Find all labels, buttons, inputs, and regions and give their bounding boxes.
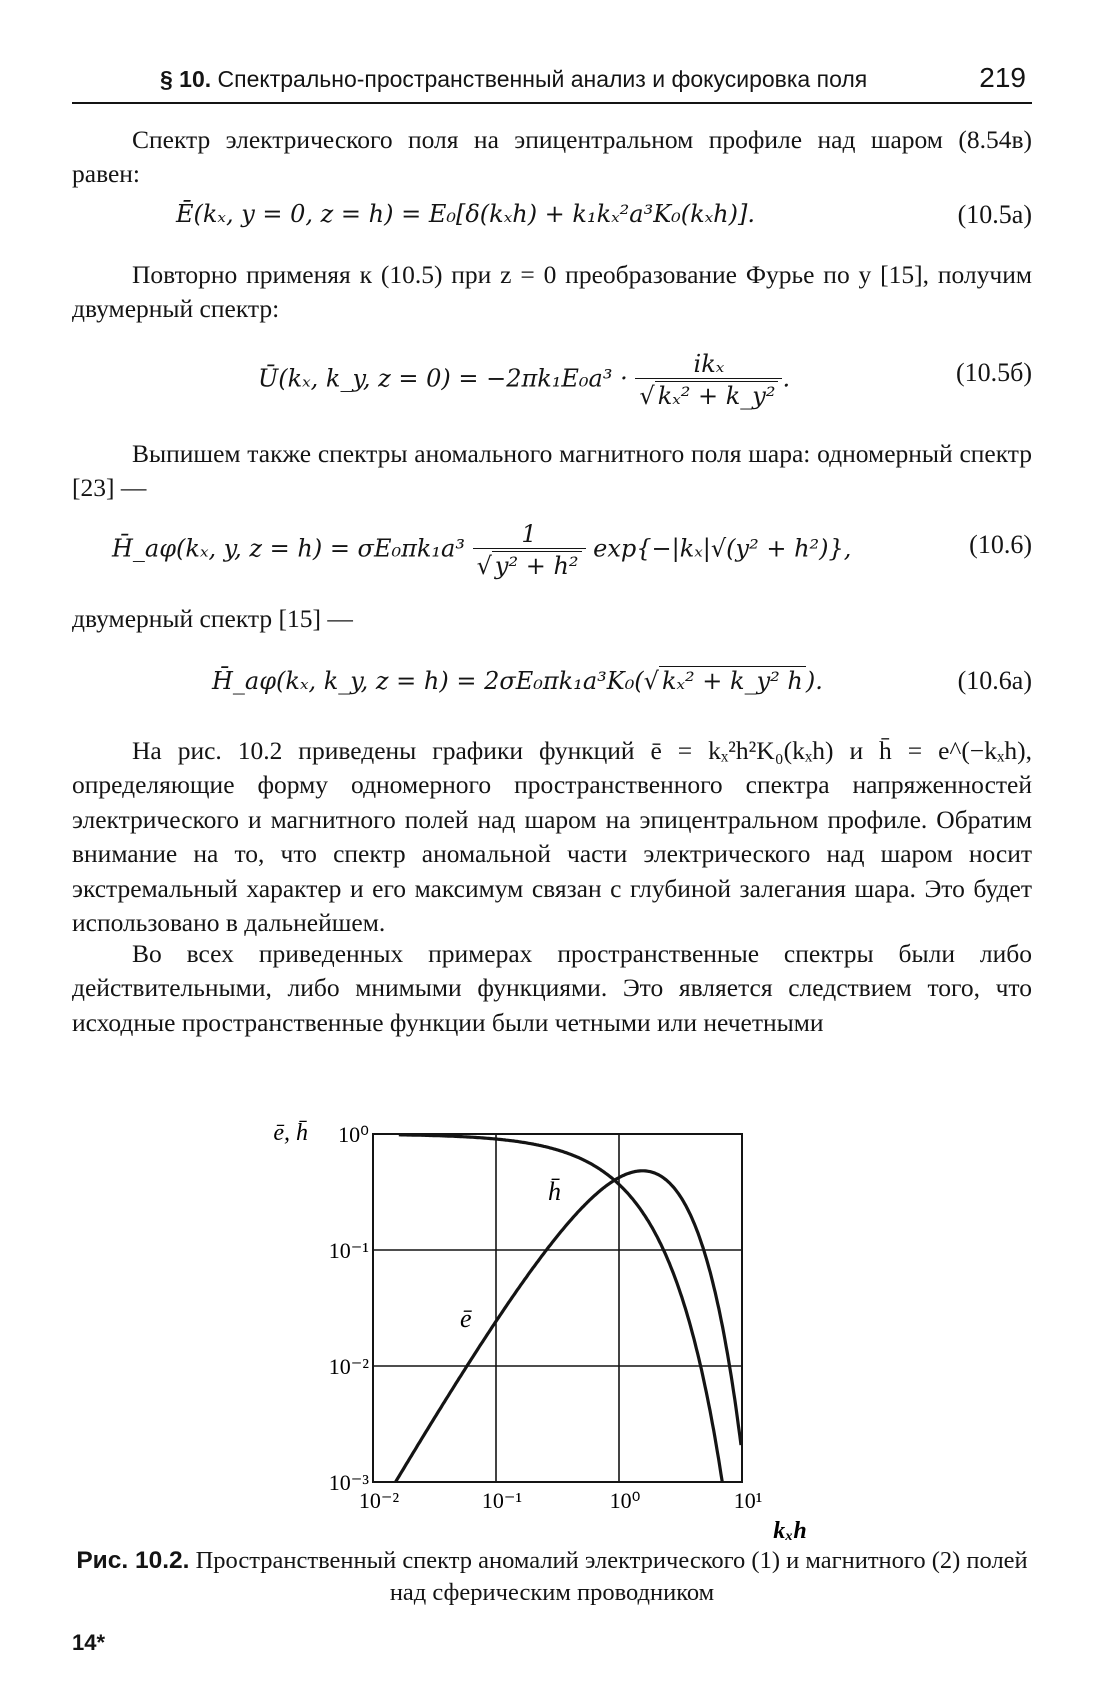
equation-number: (10.5а) xyxy=(957,200,1032,229)
paragraph-2: Повторно применяя к (10.5) при z = 0 преобразование Фурье по y [15], получим двумерный спектр: xyxy=(72,260,1032,324)
series-label-h: h̄ xyxy=(548,1177,561,1206)
equation-10-6a: H̄_aφ(kₓ, k_y, z = h) = 2σE₀πk₁a³K₀(√ kₓ² + k_y² h ). (10.6а) xyxy=(212,666,1032,695)
figure-10-2 xyxy=(0,1090,1097,1540)
x-axis-label: kₓh xyxy=(773,1518,807,1540)
x-tick-label: 10¹ xyxy=(733,1488,763,1513)
running-head xyxy=(72,62,1032,102)
y-tick-label: 10⁻¹ xyxy=(328,1238,369,1263)
paragraph-3: Выпишем также спектры аномального магнитного поля шара: одномерный спектр [23] — xyxy=(72,439,1032,503)
equation-tail: ). xyxy=(805,667,823,695)
x-tick-label: 10⁻² xyxy=(358,1488,400,1513)
equation-tail: exp{−|kₓ|√(y² + h²)}, xyxy=(593,534,852,563)
fraction-denominator: y² + h² xyxy=(492,551,582,580)
equation-fraction: $\frac{1}{\text{√ y² + h²}}$ xyxy=(473,520,586,580)
section-number: § 10. xyxy=(160,66,212,92)
section-title: Спектрально-пространственный анализ и фокусировка поля xyxy=(217,66,868,92)
fraction-numerator: 1 xyxy=(473,520,586,549)
equation-number: (10.6а) xyxy=(957,666,1032,695)
paragraph-5: На рис. 10.2 приведены графики функций ē = kₓ²h²K₀(kₓh) и h̄ = e^(−kₓh), определяющие форму одномерного пространственного спектра напряженностей электрического и магнитного полей над шаром на эпицентральном профиле. Обратим внимание на то, что спектр аномальной части электрического над шаром носит экстремальный характер и его максимум связан с глубиной залегания шара. Это будет использовано в дальнейшем. xyxy=(72,736,1032,938)
page-number: 219 xyxy=(979,62,1026,93)
equation-lhs: Ū(kₓ, k_y, z = 0) = −2πk₁E₀a³ · xyxy=(258,364,628,393)
paragraph-4: двумерный спектр [15] — xyxy=(72,604,353,633)
y-axis-label: ē, h̄ xyxy=(273,1120,308,1146)
series-line-e xyxy=(382,1171,741,1505)
section-heading xyxy=(160,66,867,93)
equation-fraction: $\frac{\text{ikₓ}}{\text{√ kₓ² + k\_y²}}$ xyxy=(635,350,782,410)
equation-body: Ē(kₓ, y = 0, z = h) = E₀[δ(kₓh) + k₁kₓ²a³K₀(kₓh)]. xyxy=(176,200,755,228)
equation-tail: . xyxy=(782,364,791,393)
caption-label: Рис. 10.2. xyxy=(76,1547,190,1574)
y-tick-label: 10⁻³ xyxy=(328,1470,369,1495)
equation-radicand: kₓ² + k_y² h xyxy=(659,666,806,695)
fraction-numerator: ikₓ xyxy=(635,350,782,379)
paragraph-6: Во всех приведенных примерах пространственные спектры были либо действительными, либо мнимыми функциями. Это является следствием того, что исходные пространственные функции были четными или нечетными xyxy=(72,939,1032,1037)
series-line-h xyxy=(399,1135,742,1522)
equation-lhs: H̄_aφ(kₓ, y, z = h) = σE₀πk₁a³ xyxy=(112,534,465,563)
caption-text: Пространственный спектр аномалий электрического (1) и магнитного (2) полей над сферическим проводником xyxy=(195,1547,1028,1606)
signature-mark: 14* xyxy=(72,1630,106,1655)
y-tick-label: 10⁻² xyxy=(328,1354,369,1379)
series-label-e: ē xyxy=(460,1304,472,1333)
equation-lhs: H̄_aφ(kₓ, k_y, z = h) = 2σE₀πk₁a³K₀( xyxy=(212,667,644,695)
paragraph-1: Спектр электрического поля на эпицентральном профиле над шаром (8.54в) равен: xyxy=(72,125,1032,189)
equation-10-5b xyxy=(72,336,1032,422)
fraction-denominator: kₓ² + k_y² xyxy=(655,381,779,410)
equation-number: (10.5б) xyxy=(955,358,1032,387)
y-tick-label: 10⁰ xyxy=(338,1122,369,1147)
equation-number: (10.6) xyxy=(969,530,1032,559)
equation-10-5a xyxy=(72,194,1032,254)
figure-caption xyxy=(72,1545,1032,1609)
header-rule xyxy=(72,102,1032,104)
spectrum-chart xyxy=(0,1090,1097,1540)
x-tick-label: 10⁻¹ xyxy=(481,1488,523,1513)
x-tick-label: 10⁰ xyxy=(609,1488,641,1513)
equation-10-6 xyxy=(72,510,1032,590)
